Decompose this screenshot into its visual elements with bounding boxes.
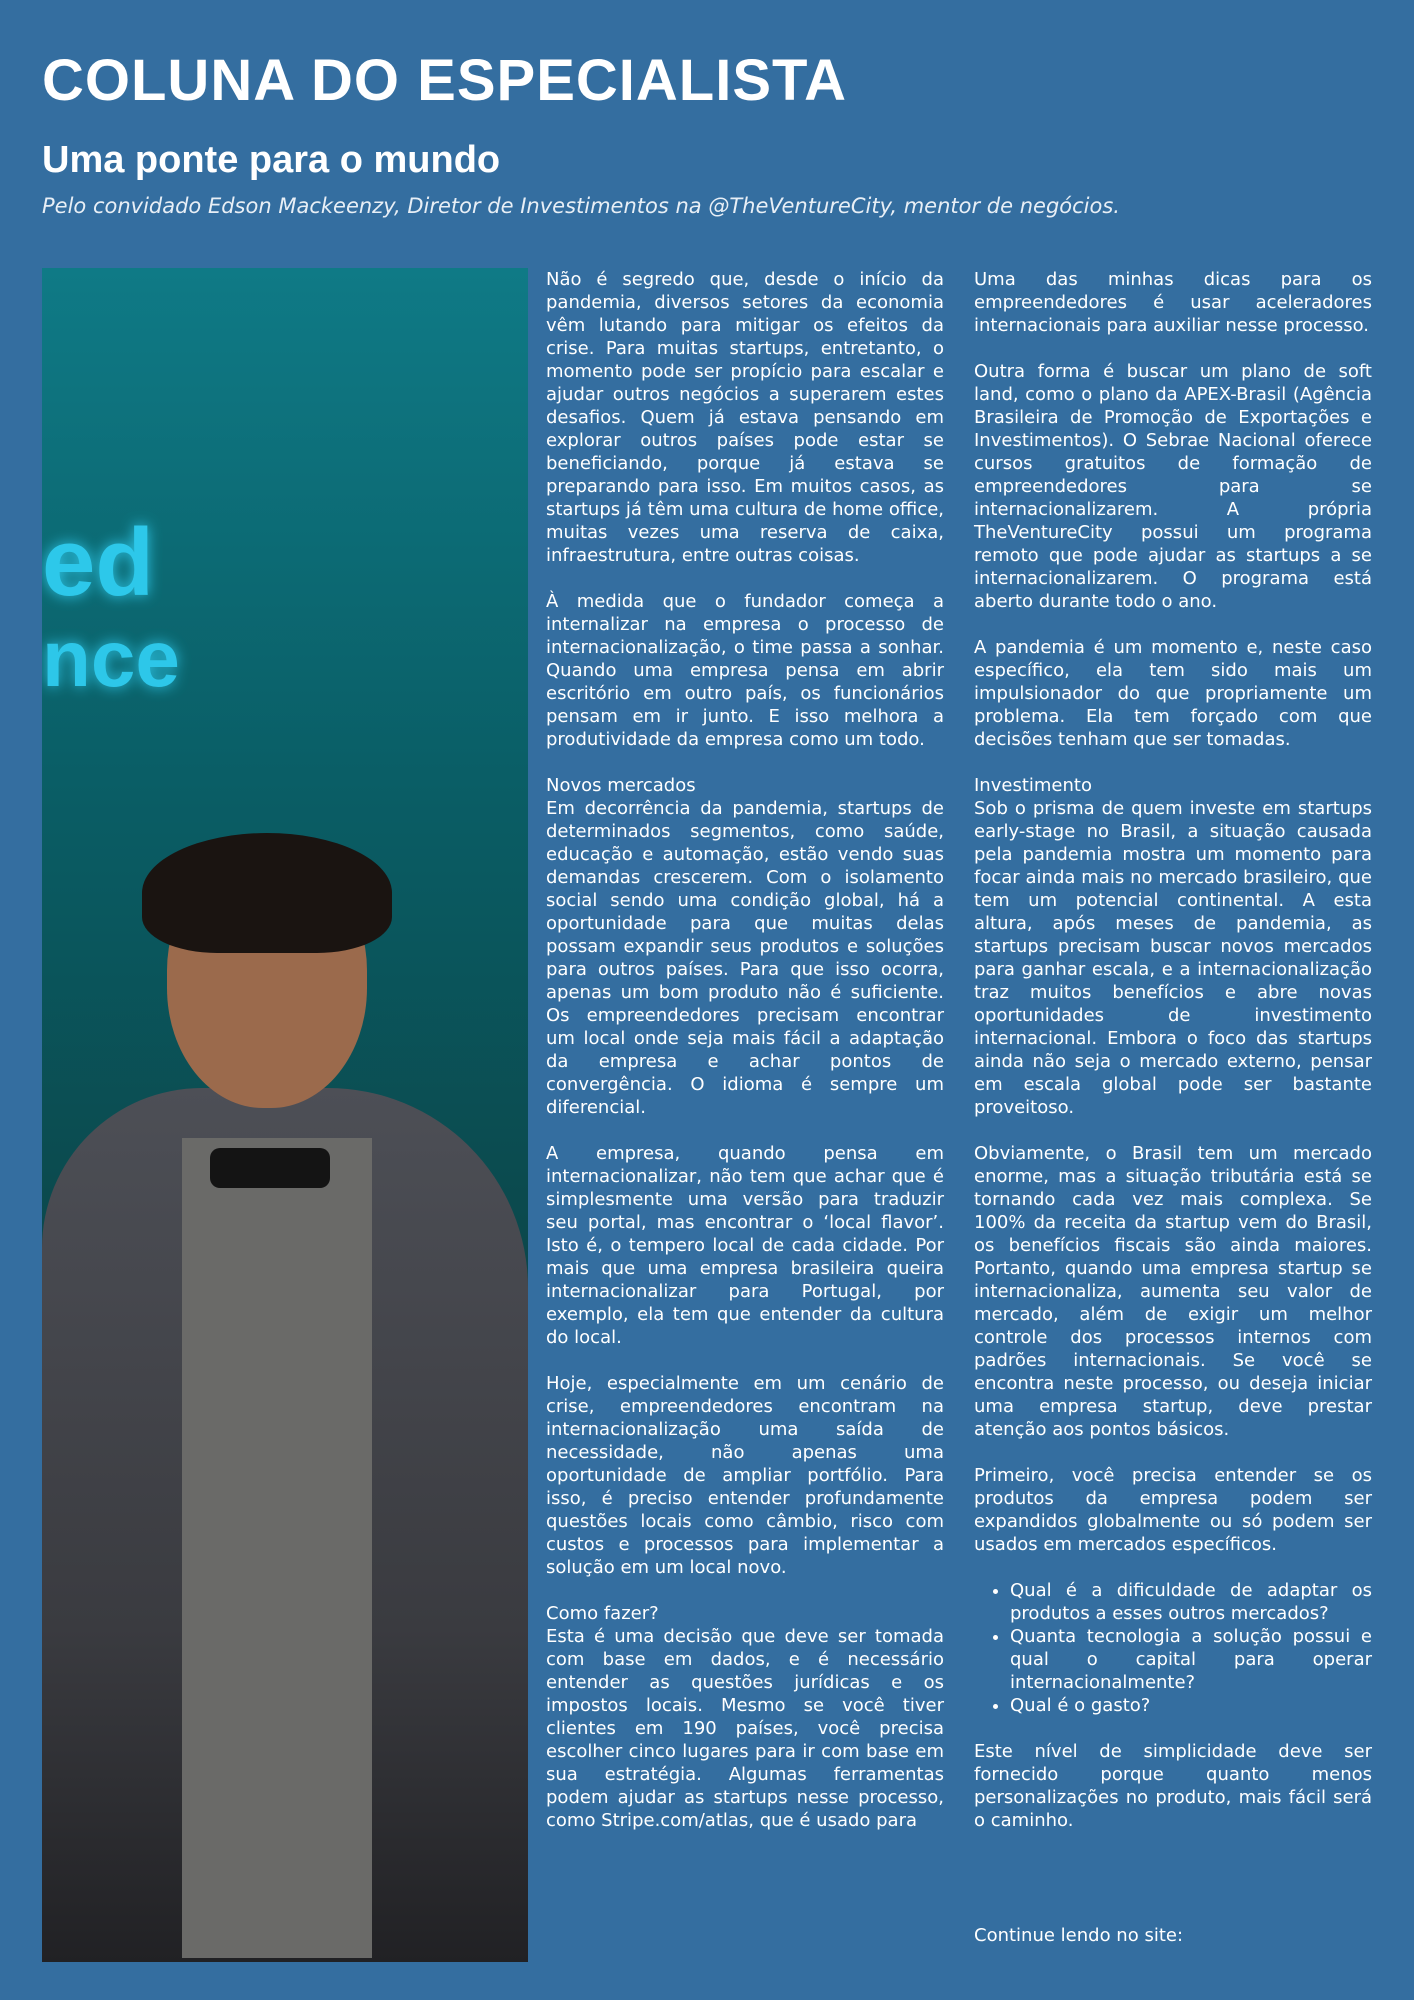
paragraph: À medida que o fundador começa a internalizar na empresa o processo de internacionalização, o time passa a sonhar. Quando uma empresa pensa em abrir escritório em outro país, os funcionários pensam em ir junto. E isso melhora a produtividade da empresa como um todo. [546, 591, 944, 750]
paragraph: Primeiro, você precisa entender se os produtos da empresa podem ser expandidos globalmente ou só podem ser usados em mercados específicos. [974, 1465, 1372, 1555]
person-shirt [182, 1138, 372, 1958]
paragraph: Hoje, especialmente em um cenário de crise, empreendedores encontram na internacionalização uma saída de necessidade, não apenas uma oportunidade de ampliar portfólio. Para isso, é preciso entender profundamente questões locais como câmbio, risco com custos e processos para implementar a solução em um local novo. [546, 1373, 944, 1578]
column-title: COLUNA DO ESPECIALISTA [42, 48, 848, 113]
author-photo [42, 268, 528, 1962]
section-heading-investimento: Investimento [974, 775, 1092, 796]
article-column-1 [546, 268, 944, 1855]
paragraph: Não é segredo que, desde o início da pandemia, diversos setores da economia vêm lutando para mitigar os efeitos da crise. Para muitas startups, entretanto, o momento pode ser propício para escalar e ajudar outros negócios a superarem estes desafios. Quem já estava pensando em explorar outros países pode estar se beneficiando, porque já estava se preparando para isso. Em muitos casos, as startups já têm uma cultura de home office, muitas vezes uma reserva de caixa, infraestrutura, entre outras coisas. [546, 269, 944, 566]
paragraph: A empresa, quando pensa em internacionalizar, não tem que achar que é simplesmente uma versão para traduzir seu portal, mas encontrar o ‘local flavor’. Isto é, o tempero local de cada cidade. Por mais que uma empresa brasileira queira internacionalizar para Portugal, por exemplo, ela tem que entender da cultura do local. [546, 1143, 944, 1348]
questions-list [974, 1579, 1372, 1717]
paragraph: Uma das minhas dicas para os empreendedores é usar aceleradores internacionais para auxiliar nesse processo. [974, 269, 1372, 336]
article-column-2 [974, 268, 1372, 1970]
list-item: • Quanta tecnologia a solução possui e qual o capital para operar internacionalmente? [1010, 1625, 1372, 1694]
bowtie [210, 1148, 330, 1188]
paragraph: A pandemia é um momento e, neste caso específico, ela tem sido mais um impulsionador do que propriamente um problema. Ela tem forçado com que decisões tenham que ser tomadas. [974, 637, 1372, 750]
paragraph: Sob o prisma de quem investe em startups early-stage no Brasil, a situação causada pela pandemia mostra um momento para focar ainda mais no mercado brasileiro, que tem um potencial continental. A esta altura, após meses de pandemia, as startups precisam buscar novos mercados para ganhar escala, e a internacionalização traz muitos benefícios e abre novas oportunidades de investimento internacional. Embora o foco das startups ainda não seja o mercado externo, pensar em escala global pode ser bastante proveitoso. [974, 798, 1372, 1118]
paragraph: Outra forma é buscar um plano de soft land, como o plano da APEX-Brasil (Agência Brasileira de Promoção de Exportações e Investimentos). O Sebrae Nacional oferece cursos gratuitos de formação de empreendedores para se internacionalizarem. A própria TheVentureCity possui um programa remoto que pode ajudar as startups a se internacionalizarem. O programa está aberto durante todo o ano. [974, 361, 1372, 612]
person-hair [142, 833, 392, 953]
section-heading-novos-mercados: Novos mercados [546, 775, 696, 796]
paragraph: Em decorrência da pandemia, startups de determinados segmentos, como saúde, educação e automação, estão vendo suas demandas crescerem. Com o isolamento social sendo uma condição global, há a oportunidade para que muitas delas possam expandir seus produtos e soluções para outros países. Para que isso ocorra, apenas um bom produto não é suficiente. Os empreendedores precisam encontrar um local onde seja mais fácil a adaptação da empresa e achar pontos de convergência. O idioma é sempre um diferencial. [546, 798, 944, 1118]
paragraph: Obviamente, o Brasil tem um mercado enorme, mas a situação tributária está se tornando cada vez mais complexa. Se 100% da receita da startup vem do Brasil, os benefícios fiscais são ainda maiores. Portanto, quando uma empresa startup se internacionaliza, aumenta seu valor de mercado, além de exigir um melhor controle dos processos internos com padrões internacionais. Se você se encontra neste processo, ou deseja iniciar uma empresa startup, deve prestar atenção aos pontos básicos. [974, 1143, 1372, 1440]
section-heading-como-fazer: Como fazer? [546, 1603, 659, 1624]
list-item: • Qual é o gasto? [1010, 1694, 1372, 1717]
photo-background-text-2: nce [42, 614, 180, 703]
article-subtitle: Uma ponte para o mundo [42, 139, 501, 181]
author-byline: Pelo convidado Edson Mackeenzy, Diretor de Investimentos na @TheVentureCity, mentor de negócios. [42, 194, 1120, 218]
paragraph: Esta é uma decisão que deve ser tomada com base em dados, e é necessário entender as questões jurídicas e os impostos locais. Mesmo se você tiver clientes em 190 países, você precisa escolher cinco lugares para ir com base em sua estratégia. Algumas ferramentas podem ajudar as startups nesse processo, como Stripe.com/atlas, que é usado para [546, 1626, 944, 1831]
list-item: • Qual é a dificuldade de adaptar os produtos a esses outros mercados? [1010, 1579, 1372, 1625]
article-header [42, 48, 1382, 220]
continue-reading-text: Continue lendo no site: [974, 1925, 1184, 1946]
paragraph: Este nível de simplicidade deve ser fornecido porque quanto menos personalizações no produto, mais fácil será o caminho. [974, 1741, 1372, 1831]
photo-background-text-1: ed [42, 509, 155, 616]
